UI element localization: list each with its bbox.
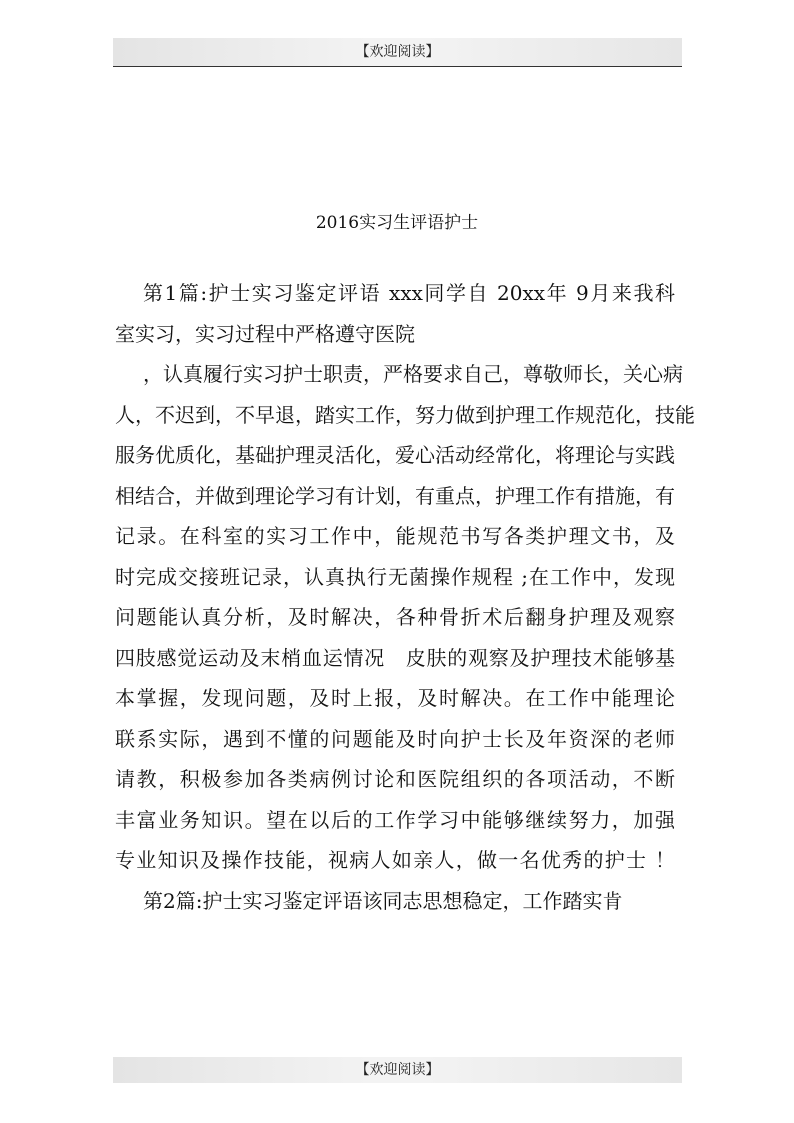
text-line: 第2篇:护士实习鉴定评语该同志思想稳定，工作踏实肯	[143, 888, 623, 913]
text-line: 室实习，实习过程中严格遵守医院	[115, 321, 415, 346]
text-line: 请教，积极参加各类病例讨论和医院组织的各项活动，不断	[115, 767, 675, 791]
page-title: 2016实习生评语护士	[315, 213, 479, 233]
text-line: 人，不迟到，不早退，踏实工作，努力做到护理工作规范化，技能	[115, 402, 695, 427]
text-line: 第1篇:护士实习鉴定评语 xxx同学自 20xx年 9月来我科	[143, 281, 675, 305]
footer-banner: 【欢迎阅读】	[113, 1057, 682, 1083]
text-line: 记录。在科室的实习工作中，能规范书写各类护理文书，及	[115, 524, 675, 548]
document-body	[115, 277, 695, 925]
text-line: 相结合，并做到理论学习有计划，有重点，护理工作有措施，有	[115, 483, 675, 508]
text-line: 服务优质化，基础护理灵活化，爱心活动经常化，将理论与实践	[115, 443, 675, 467]
text-line: ，认真履行实习护士职责，严格要求自己，尊敬师长，关心病	[143, 362, 683, 386]
text-line: 问题能认真分析，及时解决，各种骨折术后翻身护理及观察	[115, 605, 675, 629]
text-line: 专业知识及操作技能，视病人如亲人，做一名优秀的护士 ！	[115, 848, 675, 872]
header-banner: 【欢迎阅读】	[113, 38, 682, 67]
text-line: 四肢感觉运动及末梢血运情况 皮肤的观察及护理技术能够基	[115, 645, 675, 670]
text-line: 本掌握，发现问题，及时上报，及时解决。在工作中能理论	[115, 686, 675, 710]
text-line: 联系实际，遇到不懂的问题能及时向护士长及年资深的老师	[115, 726, 675, 751]
text-line: 丰富业务知识。望在以后的工作学习中能够继续努力，加强	[115, 807, 675, 832]
text-line: 时完成交接班记录，认真执行无菌操作规程 ;在工作中，发现	[115, 564, 675, 589]
